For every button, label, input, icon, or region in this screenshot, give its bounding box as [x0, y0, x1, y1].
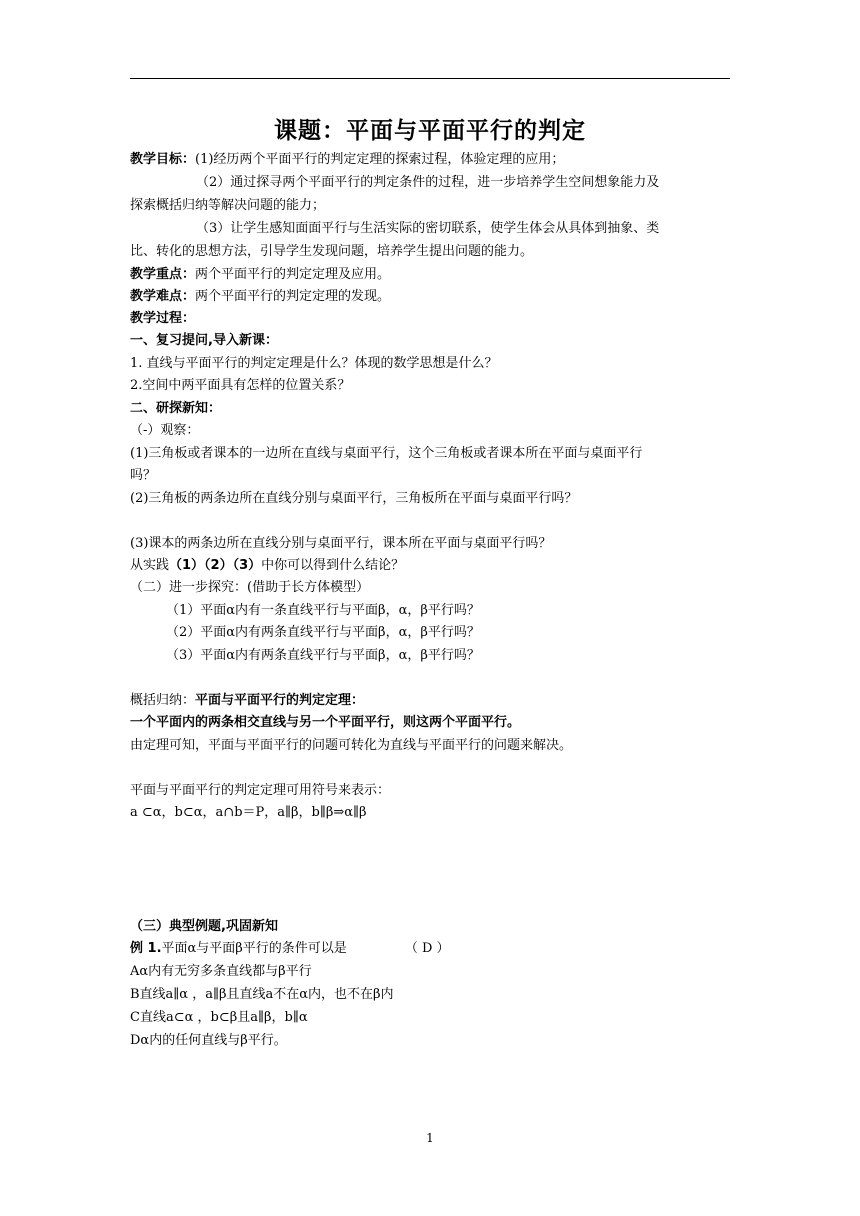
practice-mid: （1）（2）（3）	[169, 558, 262, 573]
option-a: Aα内有无穷多条直线都与β平行	[130, 964, 312, 979]
section-3-heading: （三）典型例题,巩固新知	[130, 919, 278, 934]
key-point-label: 教学重点：	[130, 267, 196, 282]
key-point-line	[130, 265, 390, 285]
section-1-heading: 一、复习提问,导入新课：	[130, 333, 278, 348]
goal-3-text-b: 比、转化的思想方法，引导学生发现问题，培养学生提出问题的能力。	[130, 244, 534, 259]
explore-label: （二）进一步探究：(借助于长方体模型）	[130, 580, 370, 595]
goals-label: 教学目标：	[130, 152, 196, 167]
theorem-conversion: 由定理可知，平面与平面平行的问题可转化为直线与平面平行的问题来解决。	[130, 738, 573, 753]
option-d: Dα内的任何直线与β平行。	[130, 1033, 287, 1048]
goal-3-text-a: （3）让学生感知面面平行与生活实际的密切联系，使学生体会从具体到抽象、类	[196, 221, 660, 236]
practice-question	[130, 556, 404, 576]
review-question-1: 1. 直线与平面平行的判定定理是什么？体现的数学思想是什么？	[130, 356, 498, 371]
practice-pre: 从实践	[130, 558, 170, 573]
header-rule	[130, 78, 730, 79]
observe-item-1b: 吗？	[130, 468, 157, 483]
option-c: C直线a⊂α ，b⊂β且a∥β，b∥α	[130, 1010, 308, 1025]
example-text: 平面α与平面β平行的条件可以是	[161, 941, 347, 956]
explore-item-2: （2）平面α内有两条直线平行与平面β，α，β平行吗？	[166, 625, 480, 640]
practice-post: 中你可以得到什么结论？	[261, 558, 405, 573]
summary-pre: 概括归纳：	[130, 693, 196, 708]
section-2-heading: 二、研探新知：	[130, 401, 222, 416]
difficulty-label: 教学难点：	[130, 289, 196, 304]
goal-2-text-a: （2）通过探寻两个平面平行的判定条件的过程，进一步培养学生空间想象能力及	[196, 175, 660, 190]
page-title: 课题：平面与平面平行的判定	[274, 118, 586, 144]
observe-item-2: (2)三角板的两条边所在直线分别与桌面平行，三角板所在平面与桌面平行吗？	[130, 491, 578, 506]
symbol-expression: a ⊂α，b⊂α，a∩b＝P，a∥β，b∥β⇒α∥β	[130, 805, 367, 820]
example-answer: （ D ）	[404, 941, 450, 956]
explore-item-3: （3）平面α内有两条直线平行与平面β，α，β平行吗？	[166, 648, 480, 663]
page-number: 1	[426, 1131, 434, 1145]
observe-item-1a: (1)三角板或者课本的一边所在直线与桌面平行，这个三角板或者课本所在平面与桌面平行	[130, 446, 643, 461]
goal-2-text-b: 探索概括归纳等解决问题的能力；	[130, 198, 326, 213]
symbol-intro: 平面与平面平行的判定定理可用符号来表示：	[130, 783, 391, 798]
option-b: B直线a∥α ，a∥β且直线a不在α内，也不在β内	[130, 987, 394, 1002]
observe-label: （-）观察：	[130, 423, 200, 438]
explore-item-1: （1）平面α内有一条直线平行与平面β，α，β平行吗？	[166, 603, 480, 618]
summary-line	[130, 691, 364, 711]
key-point-text: 两个平面平行的判定定理及应用。	[195, 267, 391, 282]
process-label: 教学过程：	[130, 311, 196, 326]
observe-item-3: (3)课本的两条边所在直线分别与桌面平行，课本所在平面与桌面平行吗？	[130, 536, 552, 551]
goal-line-1	[130, 150, 564, 170]
difficulty-line	[130, 287, 390, 307]
example-label: 例 1.	[130, 941, 162, 956]
example-1	[130, 939, 450, 959]
goal-1-text: (1)经历两个平面平行的判定定理的探索过程，体验定理的应用；	[195, 152, 565, 167]
theorem-statement: 一个平面内的两条相交直线与另一个平面平行，则这两个平面平行。	[130, 715, 521, 730]
summary-bold: 平面与平面平行的判定定理：	[195, 693, 365, 708]
difficulty-text: 两个平面平行的判定定理的发现。	[195, 289, 391, 304]
review-question-2: 2.空间中两平面具有怎样的位置关系？	[130, 378, 351, 393]
